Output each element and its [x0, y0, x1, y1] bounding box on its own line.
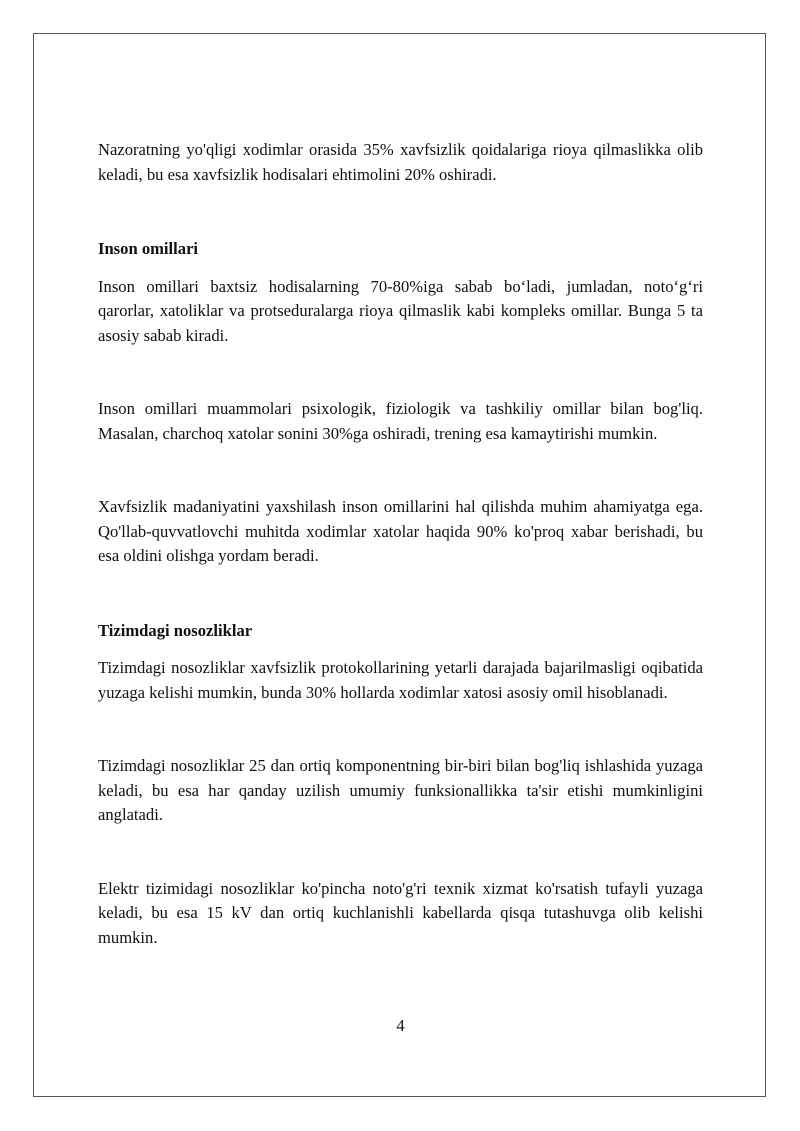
- paragraph-2: Inson omillari baxtsiz hodisalarning 70-80%iga sabab bo‘ladi, jumladan, noto‘g‘ri qarorlar, xatoliklar va protseduralarga rioya qilmaslik kabi kompleks omillar. Bunga 5 ta asosiy sabab kiradi.: [98, 276, 703, 345]
- paragraph-5: Tizimdagi nosozliklar xavfsizlik protokollarining yetarli darajada bajarilmasligi oqibatida yuzaga kelishi mumkin, bunda 30% hollarda xodimlar xatosi asosiy omil hisoblanadi.: [98, 658, 703, 702]
- paragraph-6: Tizimdagi nosozliklar 25 dan ortiq komponentning bir-biri bilan bog'liq ishlashida yuzaga keladi, bu esa har qanday uzilish umumiy funksionallikka ta'sir etishi mumkinligini anglatadi.: [98, 756, 703, 824]
- page-content: [98, 138, 703, 950]
- document-page: [33, 33, 766, 1097]
- heading-tizimdagi-nosozliklar: Tizimdagi nosozliklar: [98, 620, 253, 640]
- paragraph-7: Elektr tizimidagi nosozliklar ko'pincha noto'g'ri texnik xizmat ko'rsatish tufayli yuzaga keladi, bu esa 15 kV dan ortiq kuchlanishli kabellarda qisqa tutashuvga olib kelishi mumkin.: [98, 878, 703, 947]
- paragraph-3: Inson omillari muammolari psixologik, fiziologik va tashkiliy omillar bilan bog'liq. Masalan, charchoq xatolar sonini 30%ga oshiradi, trening esa kamaytirishi mumkin.: [98, 399, 703, 443]
- page-number: 4: [396, 1016, 405, 1035]
- heading-inson-omillari: Inson omillari: [98, 239, 199, 258]
- paragraph-4: Xavfsizlik madaniyatini yaxshilash inson omillarini hal qilishda muhim ahamiyatga ega. Qo'llab-quvvatlovchi muhitda xodimlar xatolar haqida 90% ko'proq xabar berishadi, bu esa oldini olishga yordam beradi.: [98, 497, 703, 565]
- paragraph-1: Nazoratning yo'qligi xodimlar orasida 35% xavfsizlik qoidalariga rioya qilmaslikka olib keladi, bu esa xavfsizlik hodisalari ehtimolini 20% oshiradi.: [98, 140, 703, 184]
